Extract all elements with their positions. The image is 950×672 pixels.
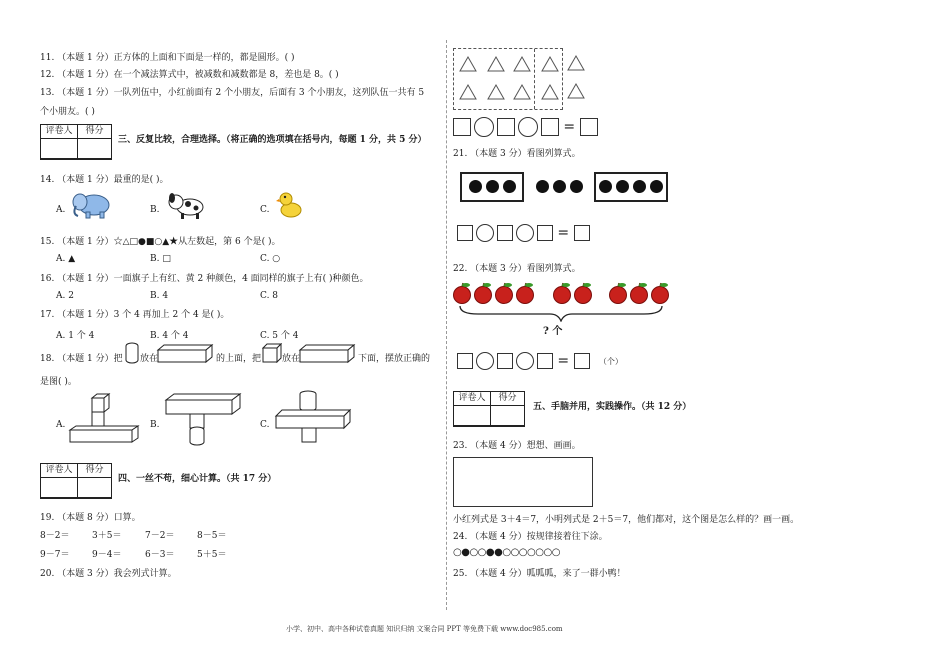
stack-figure-a <box>66 392 142 444</box>
q17-option-c: C. 5 个 4 <box>260 331 299 341</box>
calc-1-4: 8－5＝ <box>197 531 227 541</box>
question-16: 16. （本题 1 分）一面旗子上有红、黄 2 种颜色，4 面同样的旗子上有( )种颜色。 <box>40 274 369 284</box>
calc-2-3: 6－3＝ <box>145 550 175 560</box>
score-box-3 <box>453 391 525 427</box>
calc-2-4: 5＋5＝ <box>197 550 227 560</box>
q16-option-a: A. 2 <box>56 291 74 301</box>
dot <box>570 180 583 193</box>
section-5-title: 五、手脑并用，实践操作。（共 12 分） <box>533 402 692 412</box>
q16-option-c: C. 8 <box>260 291 279 301</box>
question-11: 11. （本题 1 分）正方体的上面和下面是一样的，都是圆形。( ) <box>40 53 295 63</box>
reviewer-cell <box>40 477 78 498</box>
dot <box>469 180 482 193</box>
operator-circle[interactable] <box>516 224 534 242</box>
equals-sign: = <box>563 119 576 135</box>
question-13-line1: 13. （本题 1 分）一队列伍中，小红前面有 2 个小朋友，后面有 3 个小朋友，这列队伍一共有 5 <box>40 88 425 98</box>
reviewer-label: 评卷人 <box>40 463 78 478</box>
q15-option-c: C. ○ <box>260 254 281 264</box>
q18-option-c: C. <box>260 420 270 430</box>
dot <box>633 180 646 193</box>
brace-icon <box>458 304 664 322</box>
q17-option-b: B. 4 个 4 <box>150 331 189 341</box>
question-19: 19. （本题 8 分）口算。 <box>40 513 141 523</box>
q14-option-a: A. <box>56 205 66 215</box>
equation-template-3 <box>457 352 623 370</box>
duck-icon <box>276 190 304 220</box>
question-23: 23. （本题 4 分）想想、画画。 <box>453 441 581 451</box>
dot <box>553 180 566 193</box>
dot <box>599 180 612 193</box>
question-24: 24. （本题 4 分）按规律接着往下涂。 <box>453 532 608 542</box>
question-13-line2: 个小朋友。( ) <box>40 107 95 117</box>
reviewer-cell <box>453 405 491 426</box>
dot <box>536 180 549 193</box>
answer-box[interactable] <box>497 118 515 136</box>
dot <box>616 180 629 193</box>
question-20: 20. （本题 3 分）我会列式计算。 <box>40 569 177 579</box>
triangle-grid <box>453 48 563 110</box>
section-4-title: 四、一丝不苟，细心计算。（共 17 分） <box>118 474 277 484</box>
question-18-part2: 放在 <box>140 354 159 364</box>
stack-figure-b <box>162 392 242 448</box>
answer-box[interactable] <box>457 353 473 369</box>
equals-sign: = <box>557 353 570 369</box>
calc-2-2: 9－4＝ <box>92 550 122 560</box>
q15-option-b: B. □ <box>150 254 171 264</box>
q17-option-a: A. 1 个 4 <box>56 331 95 341</box>
calc-1-2: 3＋5＝ <box>92 531 122 541</box>
score-cell <box>77 138 112 159</box>
apples-group <box>452 282 674 306</box>
q14-option-b: B. <box>150 205 160 215</box>
equation-template-1 <box>453 117 598 137</box>
answer-box[interactable] <box>541 118 559 136</box>
dot <box>486 180 499 193</box>
answer-box[interactable] <box>497 225 513 241</box>
cuboid-icon-2 <box>298 344 356 364</box>
score-label: 得分 <box>490 391 525 406</box>
question-18-part1: 18. （本题 1 分）把 <box>40 354 123 364</box>
score-cell <box>490 405 525 426</box>
answer-box[interactable] <box>580 118 598 136</box>
calc-1-1: 8－2＝ <box>40 531 70 541</box>
q14-option-c: C. <box>260 205 270 215</box>
answer-box[interactable] <box>497 353 513 369</box>
question-23-text: 小红列式是 3＋4＝7，小明列式是 2＋5＝7，他们都对，这个图是怎么样的？画一画。 <box>453 515 800 525</box>
dot-box-3 <box>460 172 524 202</box>
operator-circle[interactable] <box>476 224 494 242</box>
q15-option-a: A. ▲ <box>56 254 76 264</box>
operator-circle[interactable] <box>516 352 534 370</box>
drawing-area[interactable] <box>453 457 593 507</box>
reviewer-label: 评卷人 <box>453 391 491 406</box>
question-25: 25. （本题 4 分）呱呱呱，来了一群小鸭！ <box>453 569 626 579</box>
operator-circle[interactable] <box>518 117 538 137</box>
dot <box>650 180 663 193</box>
question-21: 21. （本题 3 分）看图列算式。 <box>453 149 581 159</box>
question-18-part3: 的上面，把 <box>216 354 262 364</box>
dog-icon <box>166 190 206 220</box>
answer-box[interactable] <box>457 225 473 241</box>
dot-group-3 <box>534 172 585 202</box>
question-18-part5: 下面，摆放正确的 <box>358 354 431 364</box>
stack-figure-c <box>272 388 352 448</box>
calc-1-3: 7－2＝ <box>145 531 175 541</box>
calc-2-1: 9－7＝ <box>40 550 70 560</box>
section-3-title: 三、反复比较，合理选择。（将正确的选项填在括号内，每题 1 分，共 5 分） <box>118 135 427 145</box>
score-cell <box>77 477 112 498</box>
apple-total-label: ? 个 <box>543 326 563 337</box>
equation-template-2 <box>457 224 590 242</box>
page-footer: 小学、初中、高中各种试卷真题 知识归纳 文案合同 PPT 等免费下载 www.doc985.com <box>286 625 563 633</box>
question-17: 17. （本题 1 分）3 个 4 再加上 2 个 4 是( )。 <box>40 310 230 320</box>
q16-option-b: B. 4 <box>150 291 169 301</box>
question-14: 14. （本题 1 分）最重的是( )。 <box>40 175 169 185</box>
question-22: 22. （本题 3 分）看图列算式。 <box>453 264 581 274</box>
pattern-circles[interactable]: ○●○○●●○○○○○○○ <box>453 547 560 558</box>
elephant-icon <box>70 190 116 220</box>
cube-icon <box>262 343 282 363</box>
q18-option-b: B. <box>150 420 160 430</box>
cuboid-icon <box>156 344 214 364</box>
triangle-icons-outside <box>565 52 587 104</box>
equals-sign: = <box>557 225 570 241</box>
score-box-2 <box>40 463 112 499</box>
answer-box[interactable] <box>574 353 590 369</box>
operator-circle[interactable] <box>476 352 494 370</box>
operator-circle[interactable] <box>474 117 494 137</box>
cylinder-icon <box>124 342 140 364</box>
question-18-part4: 放在 <box>282 354 301 364</box>
question-18-line2: 是图( )。 <box>40 377 77 387</box>
answer-box[interactable] <box>537 353 553 369</box>
answer-box[interactable] <box>537 225 553 241</box>
answer-box[interactable] <box>453 118 471 136</box>
score-box <box>40 124 112 160</box>
q18-option-a: A. <box>56 420 66 430</box>
reviewer-label: 评卷人 <box>40 124 78 139</box>
unit-label: （个） <box>598 356 623 366</box>
column-divider <box>446 40 447 610</box>
reviewer-cell <box>40 138 78 159</box>
question-12: 12. （本题 1 分）在一个减法算式中，被减数和减数都是 8，差也是 8。( ) <box>40 70 339 80</box>
question-15: 15. （本题 1 分）☆△□●■○▲★从左数起，第 6 个是( )。 <box>40 237 281 247</box>
score-label: 得分 <box>77 124 112 139</box>
dot-box-4 <box>594 172 668 202</box>
score-label: 得分 <box>77 463 112 478</box>
dot <box>503 180 516 193</box>
answer-box[interactable] <box>574 225 590 241</box>
